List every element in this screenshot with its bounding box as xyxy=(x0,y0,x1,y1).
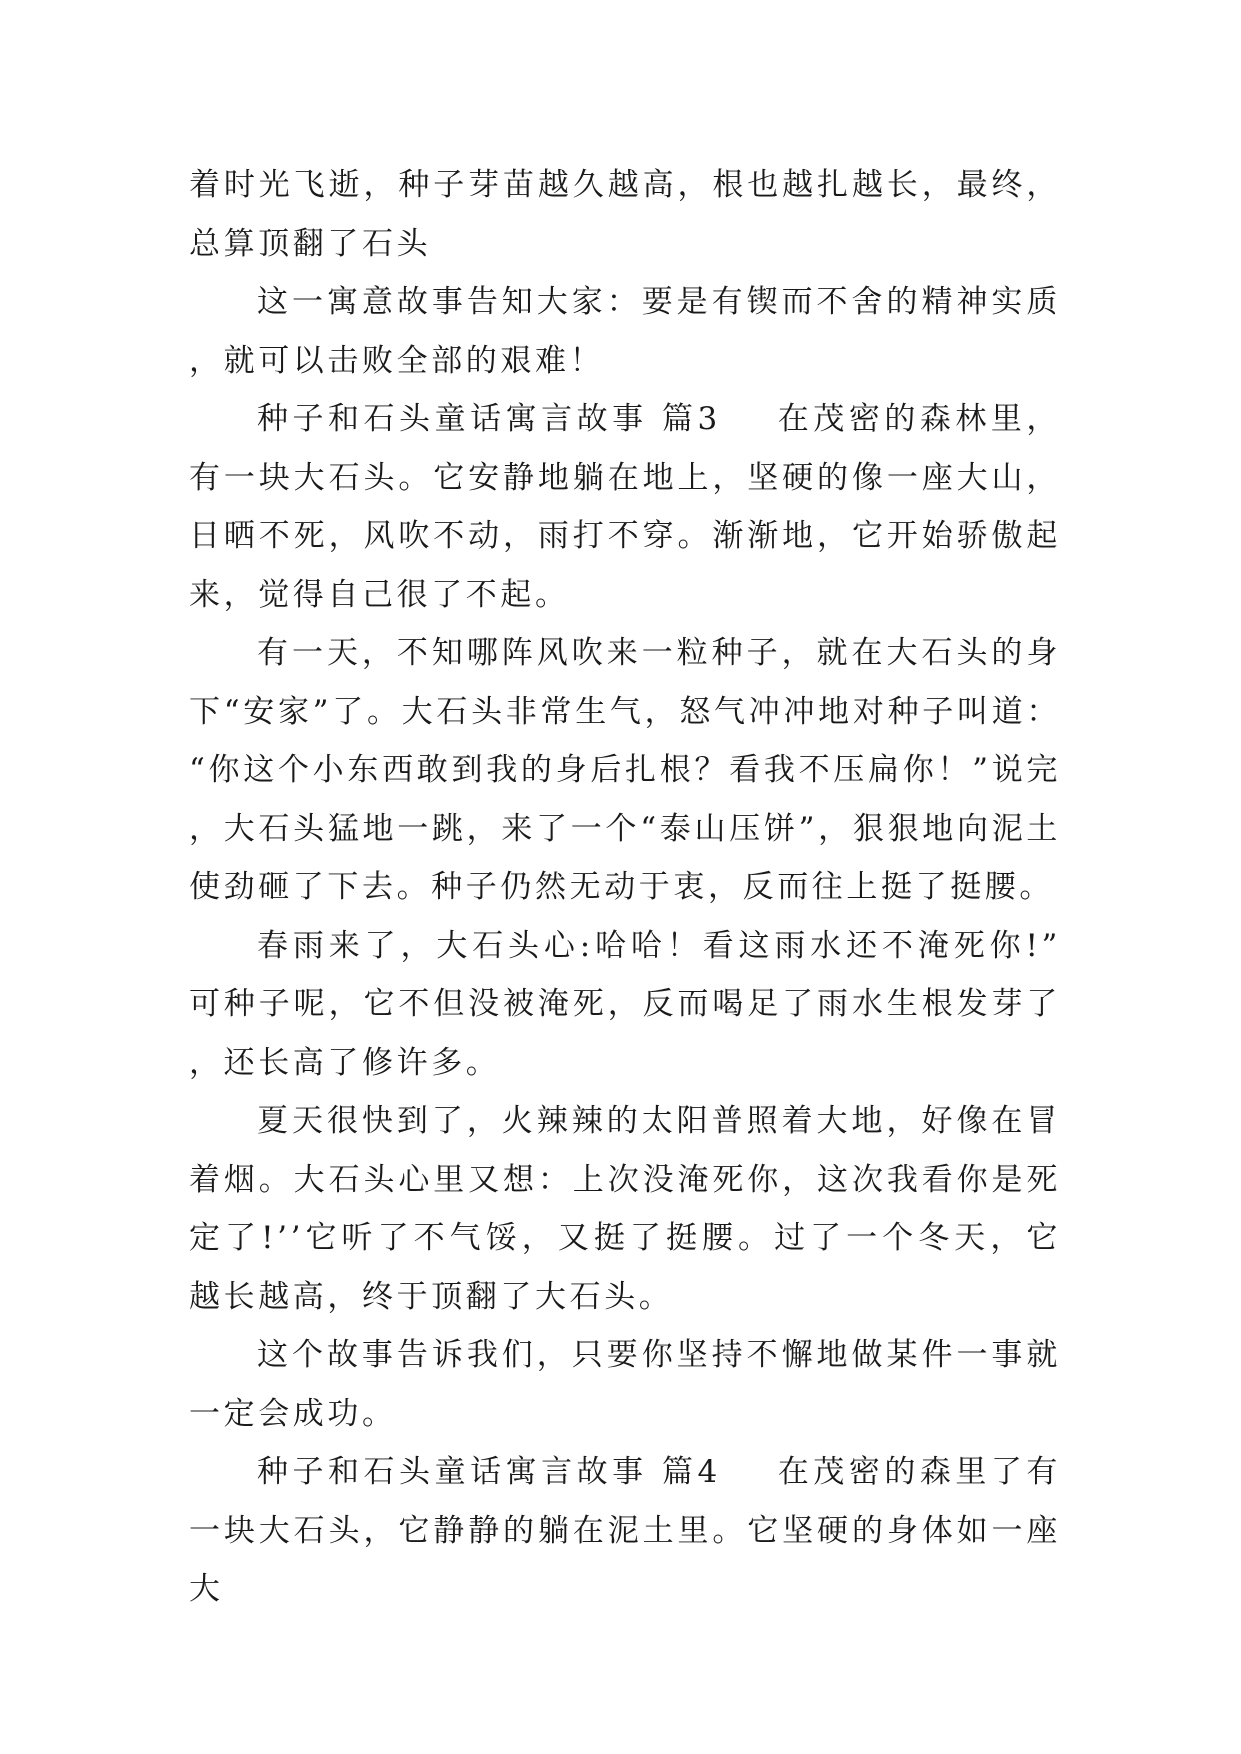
document-body xyxy=(189,156,1061,1619)
paragraph-3-text: 在茂密的森林里，有一块大石头。它安静地躺在地上，坚硬的像一座大山，日晒不死，风吹不动，雨打不穿。渐渐地，它开始骄傲起来，觉得自己很了不起。 xyxy=(189,401,1061,613)
paragraph-3 xyxy=(189,390,1061,624)
paragraph-7: 这个故事告诉我们，只要你坚持不懈地做某件一事就一定会成功。 xyxy=(189,1337,1061,1432)
paragraph-1: 着时光飞逝，种子芽苗越久越高，根也越扎越长，最终，总算顶翻了石头 xyxy=(189,167,1061,262)
paragraph-2: 这一寓意故事告知大家：要是有锲而不舍的精神实质，就可以击败全部的艰难！ xyxy=(189,284,1061,379)
paragraph-5: 春雨来了，大石头心:哈哈！看这雨水还不淹死你!”可种子呢，它不但没被淹死，反而喝足了雨水生根发芽了，还长高了修许多。 xyxy=(189,927,1061,1081)
paragraph-4: 有一天，不知哪阵风吹来一粒种子，就在大石头的身下“安家”了。大石头非常生气，怒气冲冲地对种子叫道：“你这个小东西敢到我的身后扎根？看我不压扁你！”说完，大石头猛地一跳，来了一个“泰山压饼”，狠狠地向泥土使劲砸了下去。种子仍然无动于衷，反而往上挺了挺腰。 xyxy=(189,635,1061,905)
paragraph-6: 夏天很快到了，火辣辣的太阳普照着大地，好像在冒着烟。大石头心里又想：上次没淹死你，这次我看你是死定了!’’它听了不气馁，又挺了挺腰。过了一个冬天，它越长越高，终于顶翻了大石头。 xyxy=(189,1103,1061,1315)
section-heading-4: 种子和石头童话寓言故事 篇4 xyxy=(257,1454,721,1490)
section-heading-3: 种子和石头童话寓言故事 篇3 xyxy=(257,401,721,437)
paragraph-8-text: 在茂密的森里了有一块大石头，它静静的躺在泥土里。它坚硬的身体如一座大 xyxy=(189,1454,1061,1607)
paragraph-8 xyxy=(189,1443,1061,1619)
